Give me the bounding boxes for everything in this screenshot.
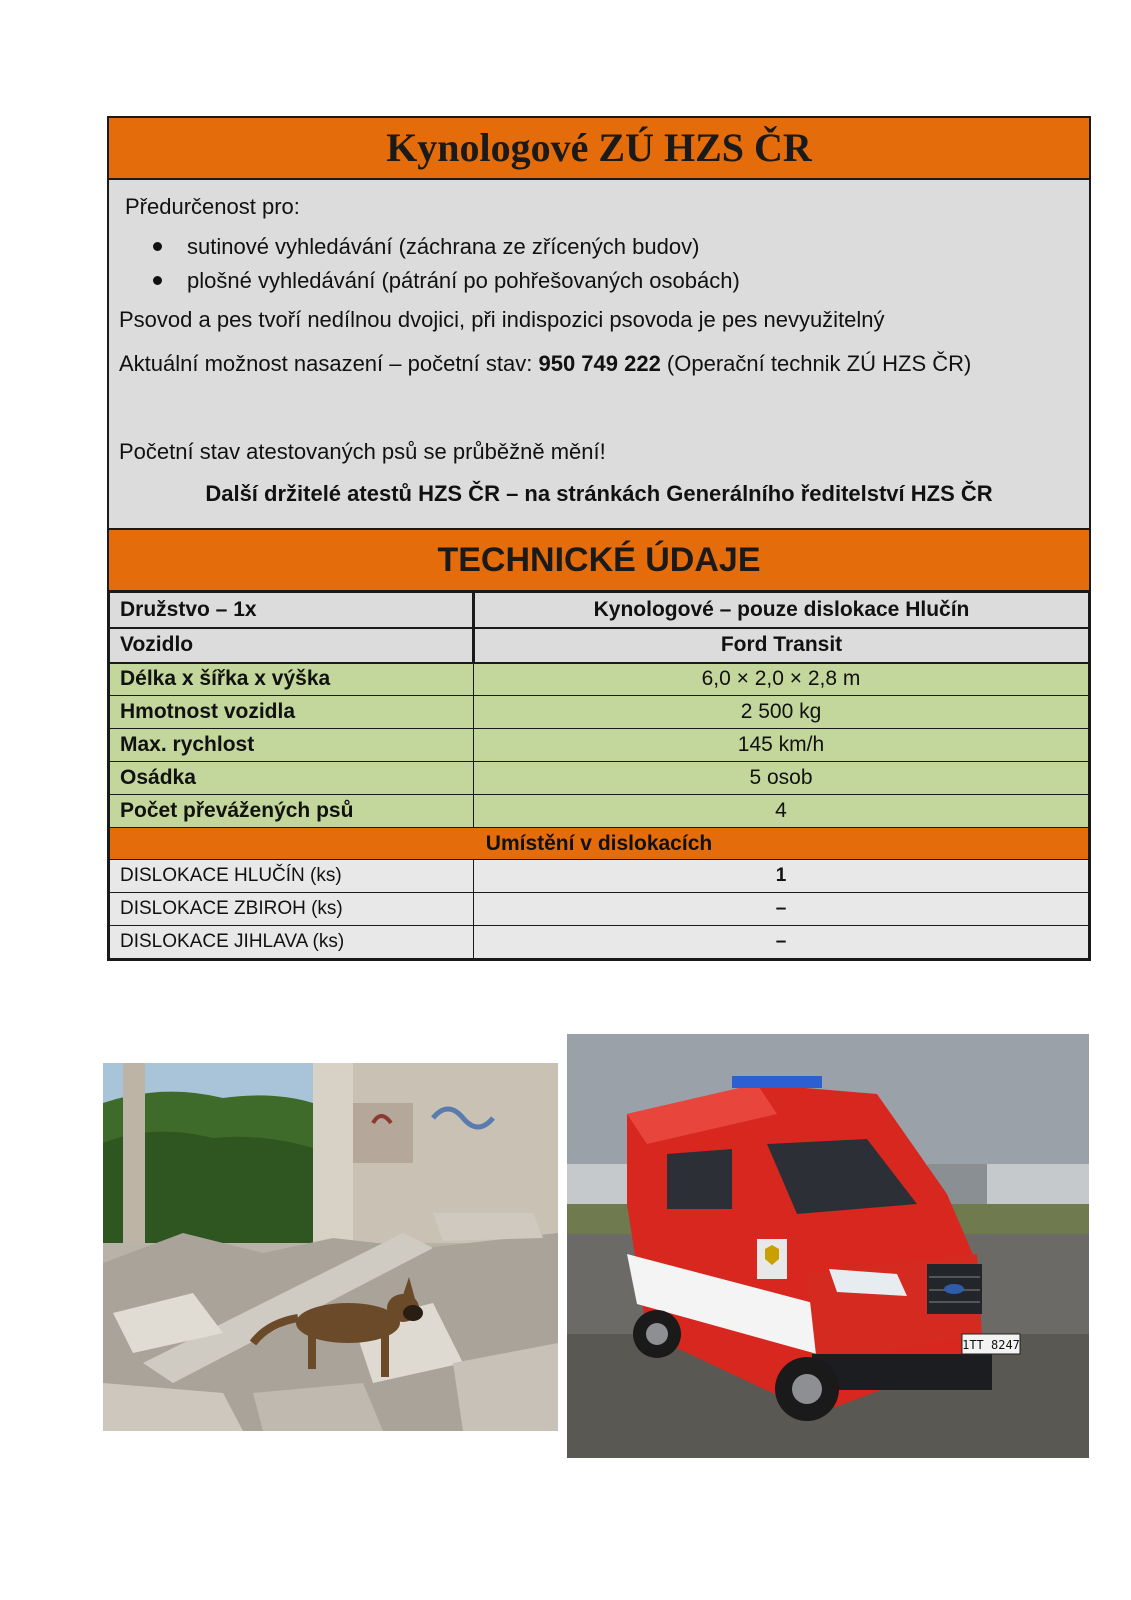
tech-table (109, 592, 1089, 959)
table-row (110, 593, 1089, 628)
bullet-text: plošné vyhledávání (pátrání po pohřešovaných osobách) (187, 268, 740, 293)
table-row (110, 696, 1089, 729)
info-sheet (107, 116, 1091, 961)
van-photo (567, 1034, 1089, 1458)
row-value: 6,0 × 2,0 × 2,8 m (474, 663, 1089, 696)
info-panel (109, 180, 1089, 530)
tech-title: TECHNICKÉ ÚDAJE (437, 541, 761, 579)
table-row (110, 795, 1089, 828)
count-note: Početní stav atestovaných psů se průběžně mění! (119, 439, 606, 464)
row-label: DISLOKACE HLUČÍN (ks) (110, 860, 474, 893)
row-value: Kynologové – pouze dislokace Hlučín (474, 593, 1089, 628)
spacer (109, 386, 1089, 430)
row-label: Počet převážených psů (110, 795, 474, 828)
row-label: Délka x šířka x výška (110, 663, 474, 696)
row-value: – (474, 893, 1089, 926)
table-row (110, 729, 1089, 762)
intro-text: Předurčenost pro: (125, 194, 300, 219)
table-section-row (110, 828, 1089, 860)
row-value: Ford Transit (474, 628, 1089, 663)
row-label: Družstvo – 1x (110, 593, 474, 628)
list-item (109, 264, 1089, 298)
dog-rubble-photo (103, 1063, 558, 1431)
deploy-phone: 950 749 222 (538, 351, 661, 376)
table-row (110, 762, 1089, 795)
row-label: Hmotnost vozidla (110, 696, 474, 729)
row-label: Max. rychlost (110, 729, 474, 762)
row-label: Vozidlo (110, 628, 474, 663)
table-row (110, 860, 1089, 893)
row-value: 2 500 kg (474, 696, 1089, 729)
dog-rubble-image (103, 1063, 558, 1431)
deploy-prefix: Aktuální možnost nasazení – početní stav: (119, 351, 539, 376)
row-value: 4 (474, 795, 1089, 828)
table-row (110, 663, 1089, 696)
title-bar (109, 118, 1089, 180)
other-holders-note: Další držitelé atestů HZS ČR – na stránkách Generálního ředitelství HZS ČR (205, 481, 993, 506)
pair-note: Psovod a pes tvoří nedílnou dvojici, při indispozici psovoda je pes nevyužitelný (119, 307, 885, 332)
purpose-list (109, 230, 1089, 298)
row-label: DISLOKACE ZBIROH (ks) (110, 893, 474, 926)
ford-transit-image (567, 1034, 1089, 1458)
row-value: – (474, 926, 1089, 959)
row-label: DISLOKACE JIHLAVA (ks) (110, 926, 474, 959)
table-row (110, 893, 1089, 926)
table-row (110, 926, 1089, 959)
deploy-line (109, 342, 1089, 386)
deploy-suffix: (Operační technik ZÚ HZS ČR) (660, 351, 972, 376)
tech-title-bar (109, 530, 1089, 592)
row-value: 1 (474, 860, 1089, 893)
bullet-icon (153, 276, 162, 285)
bullet-icon (153, 242, 162, 251)
row-value: 145 km/h (474, 729, 1089, 762)
list-item (109, 230, 1089, 264)
placement-title: Umístění v dislokacích (110, 828, 1089, 860)
row-label: Osádka (110, 762, 474, 795)
page-title: Kynologové ZÚ HZS ČR (386, 125, 812, 170)
table-row (110, 628, 1089, 663)
row-value: 5 osob (474, 762, 1089, 795)
bullet-text: sutinové vyhledávání (záchrana ze zřícených budov) (187, 234, 700, 259)
license-plate: 1TT 8247 (962, 1338, 1020, 1352)
